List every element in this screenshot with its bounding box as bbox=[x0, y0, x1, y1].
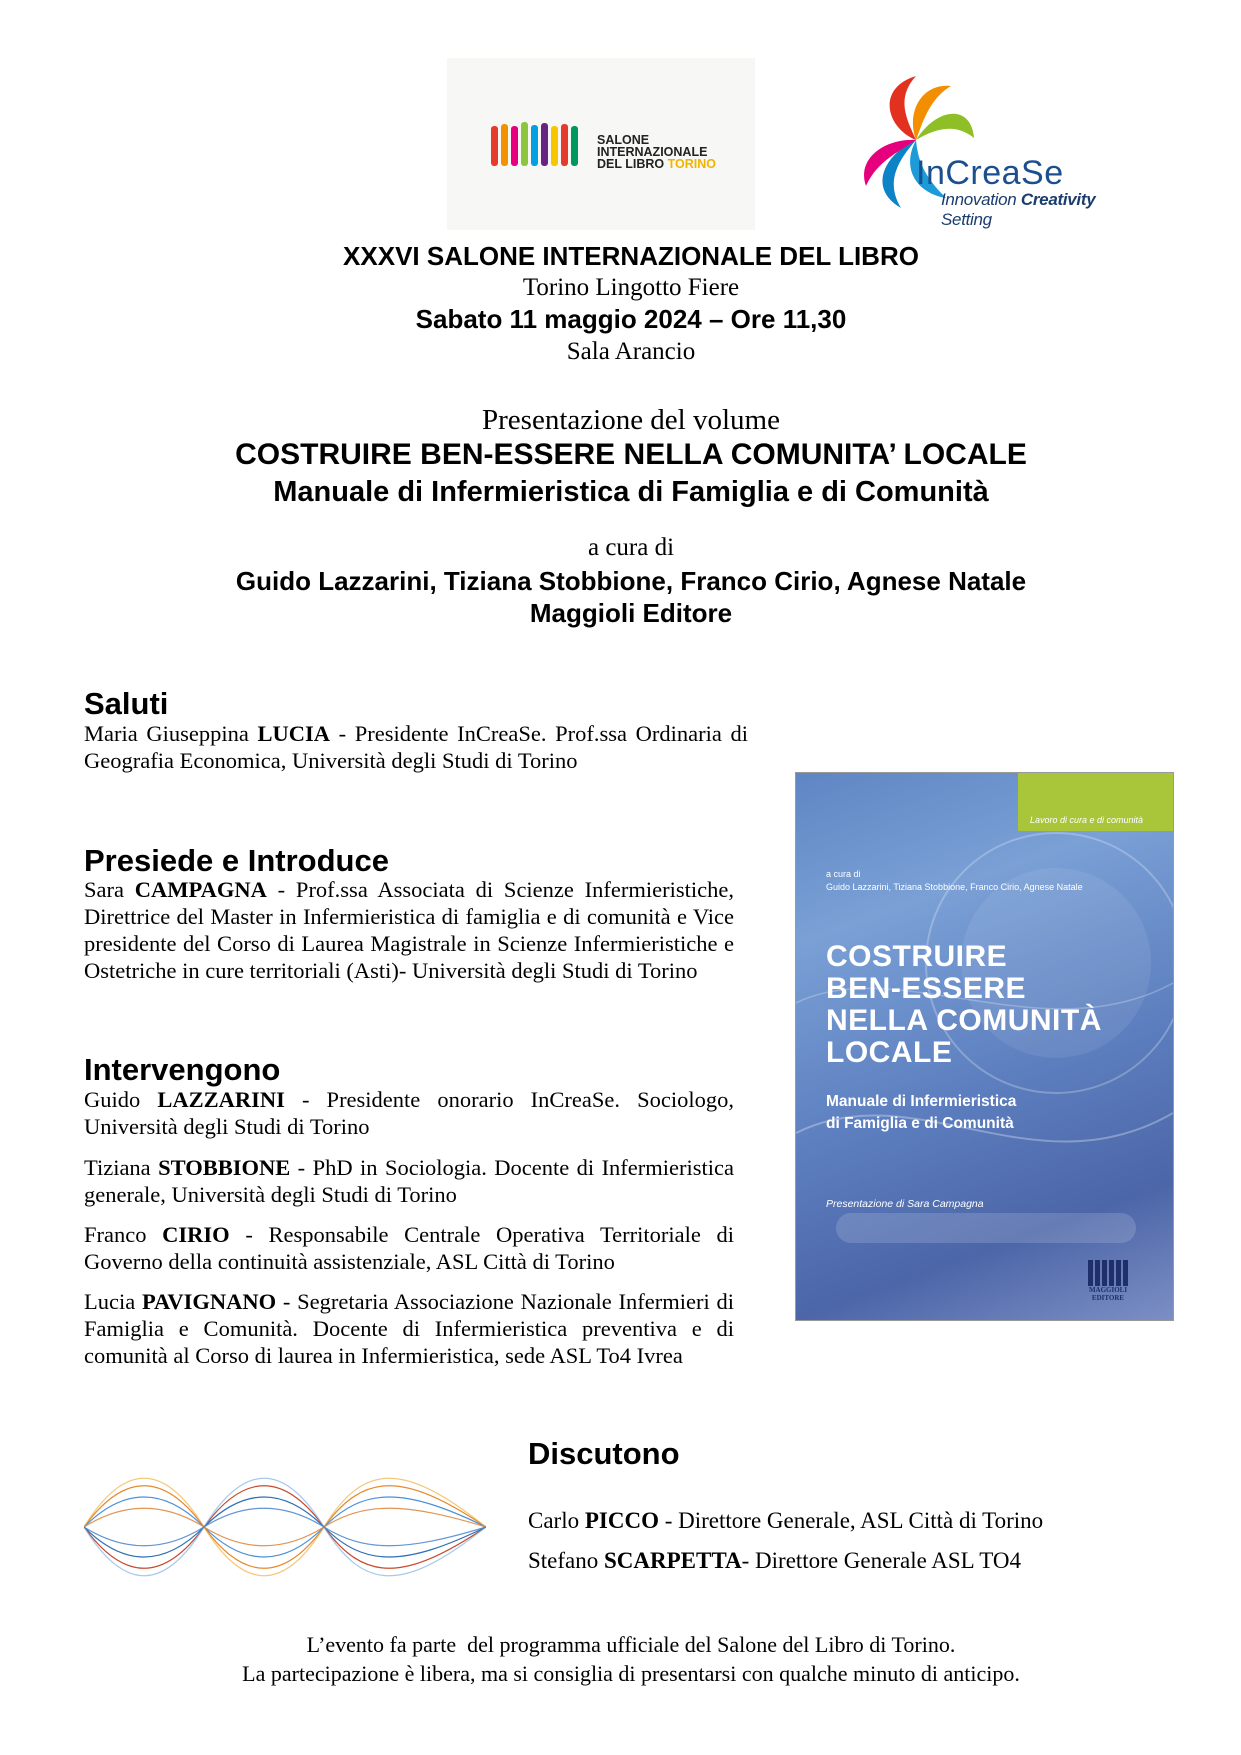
increase-logo bbox=[846, 68, 1146, 228]
event-title: XXXVI SALONE INTERNAZIONALE DEL LIBRO bbox=[343, 241, 919, 271]
intervengono-speaker bbox=[84, 1154, 734, 1208]
increase-tagline-creativity: Creativity bbox=[1020, 190, 1096, 209]
event-venue: Torino Lingotto Fiere bbox=[522, 274, 740, 301]
salone-logo-line1: SALONE bbox=[597, 133, 650, 147]
speaker-first-name: Guido bbox=[84, 1087, 158, 1112]
event-room: Sala Arancio bbox=[566, 338, 696, 365]
cover-publisher-line2: EDITORE bbox=[1091, 1294, 1125, 1302]
speaker-first-name: Stefano bbox=[528, 1548, 605, 1573]
footer-note-attendance: La partecipazione è libera, ma si consiglia di presentarsi con qualche minuto di anticipo. bbox=[242, 1661, 1020, 1686]
increase-brand-name: InCreaSe bbox=[916, 154, 1064, 192]
speaker-surname: SCARPETTA bbox=[604, 1548, 742, 1573]
increase-tagline-setting: Setting bbox=[941, 210, 992, 229]
saluti-heading: Saluti bbox=[84, 686, 169, 721]
speaker-description: - PhD in Sociologia. Docente di Infermieristica generale, Università degli Studi di Torino bbox=[84, 1155, 734, 1207]
saluti-speaker bbox=[84, 720, 748, 774]
discutono-speaker bbox=[528, 1508, 1043, 1534]
intervengono-speaker bbox=[84, 1086, 734, 1140]
speaker-surname: LUCIA bbox=[257, 721, 330, 746]
speaker-surname: CIRIO bbox=[162, 1222, 230, 1247]
increase-tagline bbox=[941, 190, 1146, 230]
salone-logo-del-libro: DEL LIBRO bbox=[597, 157, 665, 171]
curated-by-label: a cura di bbox=[587, 534, 675, 561]
presiede-speaker bbox=[84, 876, 734, 984]
salone-logo-torino: TORINO bbox=[667, 157, 717, 171]
cover-title-line: BEN-ESSERE bbox=[826, 972, 1027, 1005]
intervengono-speaker bbox=[84, 1221, 734, 1275]
salone-libro-logo bbox=[447, 58, 755, 230]
event-datetime: Sabato 11 maggio 2024 – Ore 11,30 bbox=[415, 304, 847, 334]
speaker-surname: CAMPAGNA bbox=[134, 877, 267, 902]
cover-title-line: COSTRUIRE bbox=[826, 940, 1008, 973]
cover-curated-label: a cura di bbox=[826, 869, 861, 879]
speaker-first-name: Tiziana bbox=[84, 1155, 159, 1180]
presentation-label: Presentazione del volume bbox=[482, 404, 780, 436]
speaker-description: - Direttore Generale, ASL Città di Torino bbox=[658, 1508, 1044, 1533]
salone-logo-text bbox=[597, 134, 716, 170]
speaker-description: - Presidente InCreaSe. Prof.ssa Ordinaria di Geografia Economica, Università degli Studi di Torino bbox=[84, 721, 748, 773]
book-editors: Guido Lazzarini, Tiziana Stobbione, Franco Cirio, Agnese Natale bbox=[235, 566, 1027, 596]
speaker-surname: PAVIGNANO bbox=[141, 1289, 277, 1314]
cover-publisher-line1: MAGGIOLI bbox=[1088, 1286, 1128, 1294]
cover-title bbox=[826, 941, 1102, 1069]
cover-series-band bbox=[1018, 773, 1173, 831]
maggioli-mark-icon bbox=[1088, 1260, 1128, 1286]
book-cover-image bbox=[795, 772, 1174, 1321]
speaker-first-name: Carlo bbox=[528, 1508, 585, 1533]
book-title: COSTRUIRE BEN-ESSERE NELLA COMUNITA’ LOCALE bbox=[235, 438, 1027, 471]
speaker-description: - Responsabile Centrale Operativa Territoriale di Governo della continuità assistenziale, ASL Città di Torino bbox=[84, 1222, 734, 1274]
salone-logo-mark bbox=[491, 120, 591, 170]
book-publisher: Maggioli Editore bbox=[529, 598, 733, 628]
speaker-first-name: Maria Giuseppina bbox=[84, 721, 258, 746]
cover-presentation-credit: Presentazione di Sara Campagna bbox=[826, 1198, 984, 1210]
footer-note-official: L’evento fa parte del programma ufficiale del Salone del Libro di Torino. bbox=[306, 1632, 956, 1657]
speaker-description: - Presidente onorario InCreaSe. Sociologo, Università degli Studi di Torino bbox=[84, 1087, 734, 1139]
cover-subtitle-line: di Famiglia e di Comunità bbox=[826, 1115, 1014, 1132]
cover-title-line: LOCALE bbox=[826, 1036, 953, 1069]
speaker-description: - Direttore Generale ASL TO4 bbox=[741, 1548, 1021, 1573]
speaker-first-name: Sara bbox=[84, 877, 135, 902]
cover-editors bbox=[826, 868, 1083, 894]
speaker-description: - Segretaria Associazione Nazionale Infermieri di Famiglia e Comunità. Docente di Infermieristica preventiva e di comunità al Corso di laurea in Infermieristica, sede ASL To4 Ivrea bbox=[84, 1289, 735, 1368]
discutono-heading: Discutono bbox=[528, 1436, 680, 1471]
speaker-surname: STOBBIONE bbox=[158, 1155, 291, 1180]
salone-logo-line2: INTERNAZIONALE bbox=[597, 145, 708, 159]
decorative-wave-graphic bbox=[84, 1452, 486, 1602]
intervengono-speaker bbox=[84, 1288, 734, 1369]
increase-tagline-innovation: Innovation bbox=[941, 190, 1021, 209]
discutono-speaker bbox=[528, 1548, 1021, 1574]
speaker-first-name: Franco bbox=[84, 1222, 163, 1247]
cover-publisher-logo bbox=[1086, 1260, 1130, 1302]
cover-subtitle-line: Manuale di Infermieristica bbox=[826, 1093, 1017, 1110]
speaker-surname: LAZZARINI bbox=[157, 1087, 285, 1112]
book-subtitle: Manuale di Infermieristica di Famiglia e di Comunità bbox=[273, 476, 989, 508]
salone-logo-line3 bbox=[597, 158, 716, 170]
speaker-surname: PICCO bbox=[584, 1508, 659, 1533]
cover-editors-names: Guido Lazzarini, Tiziana Stobbione, Franco Cirio, Agnese Natale bbox=[826, 882, 1083, 892]
cover-subtitle bbox=[826, 1091, 1016, 1135]
cover-title-line: NELLA COMUNITÀ bbox=[826, 1004, 1102, 1037]
speaker-first-name: Lucia bbox=[84, 1289, 142, 1314]
intervengono-heading: Intervengono bbox=[84, 1052, 281, 1087]
presiede-heading: Presiede e Introduce bbox=[84, 843, 389, 878]
cover-series-label: Lavoro di cura e di comunità bbox=[1030, 815, 1144, 825]
speaker-description: - Prof.ssa Associata di Scienze Infermieristiche, Direttrice del Master in Infermieristica di famiglia e di comunità e Vice presidente del Corso di Laurea Magistrale in Scienze Infermieristiche e Ostetriche in cure territoriali (Asti)- Università degli Studi di Torino bbox=[84, 877, 734, 983]
